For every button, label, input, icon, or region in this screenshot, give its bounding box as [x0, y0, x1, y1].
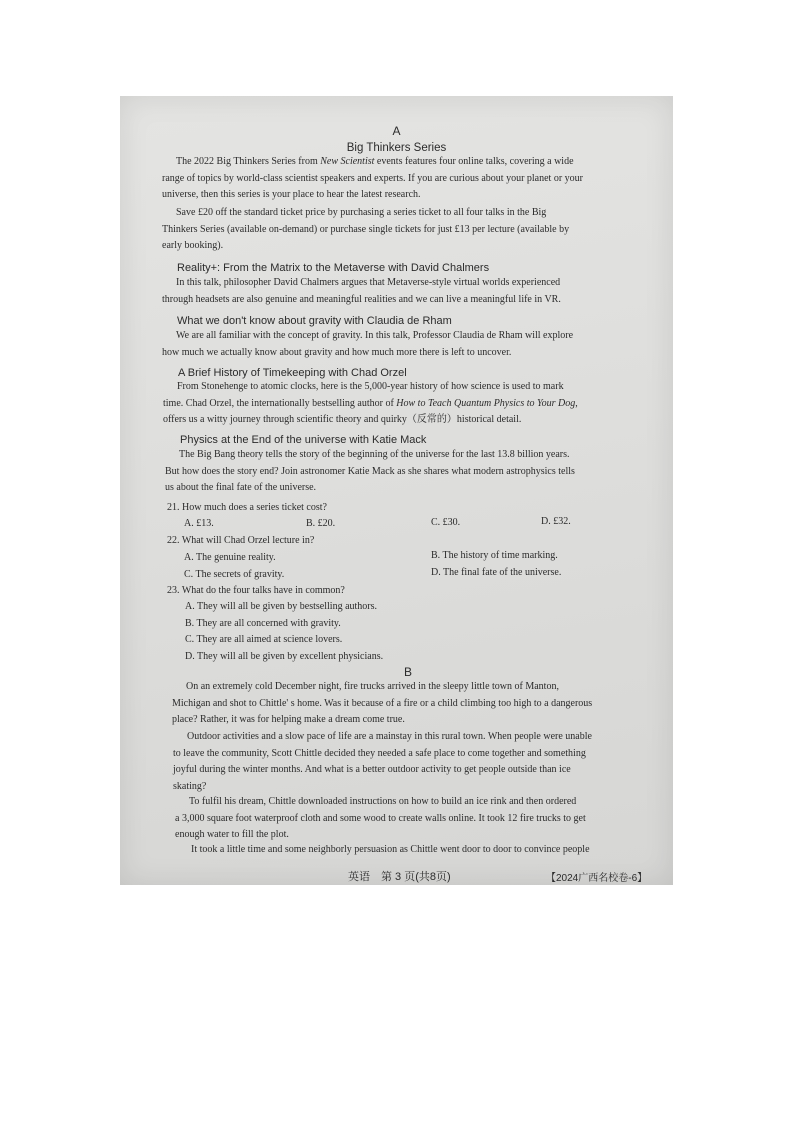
q22-option-d: D. The final fate of the universe. [431, 567, 562, 578]
intro-paragraph [162, 154, 652, 204]
footer-exam-code: 【2024广西名校卷-6】 [546, 873, 648, 884]
q22-option-b: B. The history of time marking. [431, 550, 558, 561]
q23-option-d: D. They will all be given by excellent physicians. [185, 651, 384, 662]
question-22: 22. What will Chad Orzel lecture in? [167, 535, 315, 546]
q23-option-a: A. They will all be given by bestselling authors. [185, 601, 378, 612]
q22-option-a: A. The genuine reality. [184, 552, 276, 563]
talk-heading-mack: Physics at the End of the universe with Katie Mack [180, 434, 427, 446]
talk-body-de-rham: We are all familiar with the concept of gravity. In this talk, Professor Claudia de Rham will explore how much we actually know about gravity and how much more there is left to uncover. [162, 330, 574, 358]
passage-b-paragraph-1: On an extremely cold December night, fire trucks arrived in the sleepy little town of Manton, Michigan and shot to Chittle' s home. Was it because of a fire or a child climbing too high to a dangerous place? Rather, it was for helping make a dream come true. [172, 681, 593, 725]
talk-body-orzel: From Stonehenge to atomic clocks, here is the 5,000-year history of how science is used to mark time. Chad Orzel, the internationally bestselling author of How to Teach Quantum Physics to Your Dog, offers us a witty journey through scientific theory and quirky（反常的）historical detail. [163, 379, 652, 429]
question-23: 23. What do the four talks have in common? [167, 585, 345, 596]
q21-option-b: B. £20. [306, 518, 336, 529]
footer-subject: 英语 [348, 871, 370, 883]
section-letter-b: B [403, 665, 412, 679]
talk-body-chalmers: In this talk, philosopher David Chalmers argues that Metaverse-style virtual worlds experienced through headsets are also genuine and meaningful realities and we can live a meaningful life in VR. [162, 277, 561, 305]
q21-option-a: A. £13. [184, 518, 214, 529]
footer-page-number: 第 3 页(共8页) [381, 871, 451, 883]
passage-b-paragraph-2: Outdoor activities and a slow pace of life are a mainstay in this rural town. When people were unable to leave the community, Scott Chittle decided they needed a safe place to come together and something joyful during the winter months. And what is a better outdoor activity to get people outside than ice skating? [173, 731, 592, 792]
q23-option-c: C. They are all aimed at science lovers. [185, 634, 343, 645]
talk-heading-orzel: A Brief History of Timekeeping with Chad Orzel [178, 367, 407, 379]
section-letter-a: A [392, 124, 401, 138]
q22-option-c: C. The secrets of gravity. [184, 569, 285, 580]
talk-body-mack: The Big Bang theory tells the story of the beginning of the universe for the last 13.8 billion years. But how does the story end? Join astronomer Katie Mack as she shares what modern astrophysics tells us about the final fate of the universe. [165, 449, 575, 493]
intro-line-1: The 2022 Big Thinkers Series from New Scientist events features four online talks, covering a wide [176, 156, 574, 167]
question-21: 21. How much does a series ticket cost? [167, 502, 327, 513]
talk-heading-de-rham: What we don't know about gravity with Claudia de Rham [177, 315, 452, 327]
q23-option-b: B. They are all concerned with gravity. [185, 618, 341, 629]
intro-line-2: range of topics by world-class scientist speakers and experts. If you are curious about your planet or your [162, 172, 583, 184]
talk-heading-chalmers: Reality+: From the Matrix to the Metaverse with David Chalmers [177, 262, 490, 274]
passage-b-paragraph-4: It took a little time and some neighborly persuasion as Chittle went door to door to convince people [191, 844, 590, 855]
intro-line-3: universe, then this series is your place to hear the latest research. [162, 189, 421, 200]
passage-b-paragraph-3: To fulfil his dream, Chittle downloaded instructions on how to build an ice rink and then ordered a 3,000 square foot waterproof cloth and some wood to create walls online. It took 12 fire trucks to get enough water to fill the plot. [175, 796, 586, 840]
q21-option-d: D. £32. [541, 516, 571, 527]
q21-option-c: C. £30. [431, 517, 461, 528]
passage-title: Big Thinkers Series [346, 142, 447, 154]
orzel-line-2: time. Chad Orzel, the internationally bestselling author of How to Teach Quantum Physics to Your Dog, [163, 397, 578, 409]
ticket-paragraph: Save £20 off the standard ticket price by purchasing a series ticket to all four talks in the Big Thinkers Series (available on-demand) or purchase single tickets for just £13 per lecture (available by early booking). [162, 207, 570, 251]
